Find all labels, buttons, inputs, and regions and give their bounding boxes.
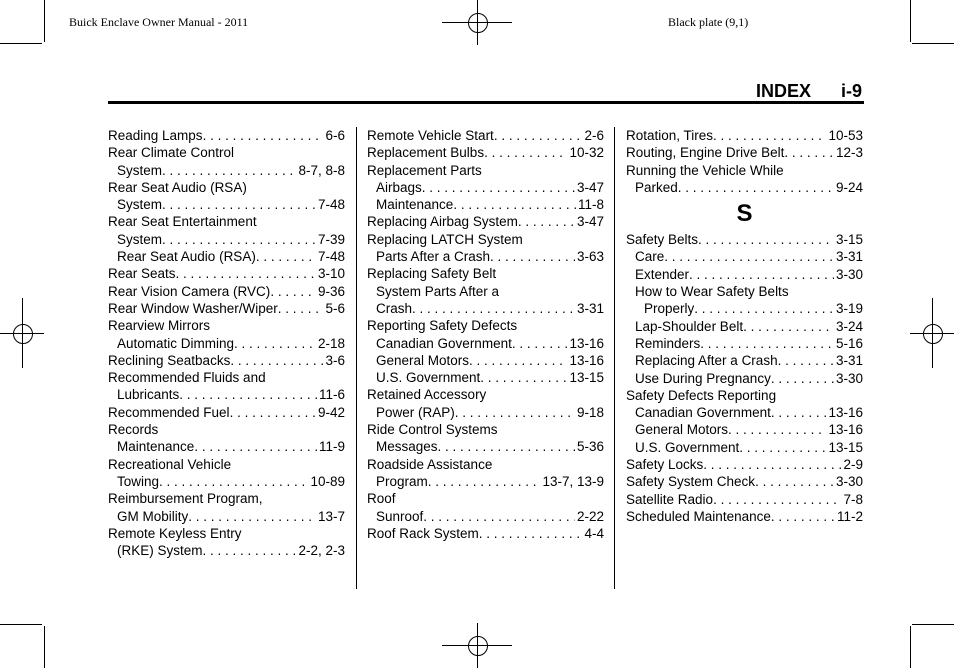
index-entry xyxy=(108,144,345,161)
index-entry xyxy=(367,525,604,542)
index-entry xyxy=(108,283,345,300)
registration-mark xyxy=(13,324,33,344)
index-entry-page: 8-7, 8-8 xyxy=(298,162,345,178)
index-entry-text: System xyxy=(117,231,163,247)
dot-leader xyxy=(778,352,834,369)
index-entry-page: 5-6 xyxy=(325,300,345,316)
index-entry-text: Parts After a Crash xyxy=(376,249,491,265)
index-entry xyxy=(626,300,863,317)
index-entry-text: U.S. Government xyxy=(635,439,740,455)
crop-mark xyxy=(910,626,911,668)
dot-leader xyxy=(278,300,324,317)
dot-leader xyxy=(162,162,296,179)
index-entry xyxy=(108,456,345,473)
index-entry xyxy=(367,404,604,421)
crop-mark xyxy=(910,0,911,42)
index-entry-page: 4-4 xyxy=(584,525,604,541)
index-entry-page: 2-18 xyxy=(317,335,345,351)
index-entry xyxy=(367,196,604,213)
index-entry-text: Roof xyxy=(367,491,396,507)
registration-mark xyxy=(468,13,488,33)
page-title: INDEX xyxy=(756,81,812,101)
index-entry xyxy=(367,127,604,144)
crop-mark xyxy=(44,0,45,42)
dot-leader xyxy=(700,335,834,352)
index-entry-page: 7-8 xyxy=(843,491,863,507)
index-entry-text: General Motors xyxy=(635,422,729,438)
index-entry xyxy=(108,248,345,265)
index-entry-text: Recreational Vehicle xyxy=(108,456,232,472)
index-entry-text: Replacement Bulbs xyxy=(367,145,485,161)
index-entry-page: 2-22 xyxy=(576,508,604,524)
index-entry-text: Satellite Radio xyxy=(626,491,714,507)
index-entry xyxy=(367,386,604,403)
index-entry-text: Program xyxy=(376,473,428,489)
index-entry xyxy=(367,231,604,248)
index-entry xyxy=(626,144,863,161)
index-entry xyxy=(626,491,863,508)
index-entry xyxy=(367,300,604,317)
index-entry xyxy=(367,335,604,352)
index-entry xyxy=(108,542,345,559)
index-entry-text: Rear Window Washer/Wiper xyxy=(108,300,278,316)
index-entry-page: 11-9 xyxy=(318,439,345,455)
index-entry-page: 5-16 xyxy=(835,335,863,351)
dot-leader xyxy=(270,283,316,300)
dot-leader xyxy=(176,265,316,282)
index-entry xyxy=(626,387,863,404)
index-entry-text: Messages xyxy=(376,439,438,455)
dot-leader xyxy=(256,248,316,265)
index-entry-text: Sunroof xyxy=(376,508,424,524)
dot-leader xyxy=(678,179,834,196)
index-entry-page: 2-9 xyxy=(843,457,863,473)
index-entry-page: 13-16 xyxy=(569,335,604,351)
dot-leader xyxy=(689,266,834,283)
dot-leader xyxy=(784,144,834,161)
dot-leader xyxy=(698,231,834,248)
index-entry-text: Recommended Fluids and xyxy=(108,370,266,386)
dot-leader xyxy=(159,473,308,490)
index-entry xyxy=(108,162,345,179)
index-entry-page: 6-6 xyxy=(325,128,345,143)
index-entry-page: 13-16 xyxy=(828,422,863,438)
index-entry-text: Safety Locks xyxy=(626,457,704,473)
index-entry xyxy=(108,265,345,282)
index-entry-page: 10-89 xyxy=(310,473,345,489)
index-entry xyxy=(626,231,863,248)
index-entry xyxy=(626,127,863,144)
index-entry-page: 13-7, 13-9 xyxy=(542,473,604,489)
index-entry xyxy=(108,127,345,144)
index-entry-text: Replacing LATCH System xyxy=(367,231,523,247)
index-entry-page: 3-47 xyxy=(576,179,604,195)
dot-leader xyxy=(771,508,835,525)
registration-mark xyxy=(923,324,943,344)
index-entry xyxy=(367,490,604,507)
index-entry xyxy=(626,283,863,300)
index-entry-text: Parked xyxy=(635,179,678,195)
running-header-left: Buick Enclave Owner Manual - 2011 xyxy=(69,15,249,29)
index-entry xyxy=(626,439,863,456)
index-entry-page: 3-30 xyxy=(835,474,863,490)
dot-leader xyxy=(194,438,317,455)
index-entry-page: 10-32 xyxy=(569,145,604,161)
dot-leader xyxy=(664,248,834,265)
index-entry-text: Records xyxy=(108,422,159,438)
index-entry xyxy=(367,369,604,386)
index-entry xyxy=(108,335,345,352)
crop-mark xyxy=(912,624,954,625)
index-entry xyxy=(108,421,345,438)
index-entry-text: Rear Climate Control xyxy=(108,145,235,161)
index-entry xyxy=(626,456,863,473)
index-entry-text: Extender xyxy=(635,266,690,282)
index-entry xyxy=(108,196,345,213)
dot-leader xyxy=(162,196,316,213)
index-entry-text: Scheduled Maintenance xyxy=(626,508,771,524)
index-entry xyxy=(367,144,604,161)
dot-leader xyxy=(422,179,575,196)
dot-leader xyxy=(428,473,541,490)
index-entry xyxy=(367,352,604,369)
index-entry-page: 3-15 xyxy=(835,232,863,248)
index-entry-text: Maintenance xyxy=(117,439,195,455)
index-entry-text: Reporting Safety Defects xyxy=(367,318,518,334)
index-entry xyxy=(108,300,345,317)
index-entry-text: Canadian Government xyxy=(376,335,512,351)
dot-leader xyxy=(179,386,317,403)
index-entry-text: Rear Seat Audio (RSA) xyxy=(117,249,256,265)
index-entry-page: 2-2, 2-3 xyxy=(298,543,345,559)
index-entry xyxy=(626,179,863,196)
index-entry xyxy=(108,386,345,403)
index-entry xyxy=(367,283,604,300)
index-entry xyxy=(367,438,604,455)
index-entry xyxy=(367,213,604,230)
index-entry-text: Rotation, Tires xyxy=(626,128,714,143)
index-entry xyxy=(626,404,863,421)
index-entry-text: Automatic Dimming xyxy=(117,335,235,351)
index-column-3 xyxy=(626,127,863,525)
index-entry-text: Lap-Shoulder Belt xyxy=(635,318,744,334)
index-entry xyxy=(626,473,863,490)
index-entry-text: Routing, Engine Drive Belt xyxy=(626,145,785,161)
section-letter: S xyxy=(736,200,753,228)
crop-mark xyxy=(912,43,954,44)
index-entry-page: 3-19 xyxy=(835,301,863,317)
index-entry-text: Replacing Airbag System xyxy=(367,214,518,230)
index-entry-page: 9-18 xyxy=(576,404,604,420)
index-entry xyxy=(367,508,604,525)
index-entry-text: Use During Pregnancy xyxy=(635,370,771,386)
index-entry-page: 3-30 xyxy=(835,266,863,282)
column-divider xyxy=(614,127,615,589)
index-entry xyxy=(367,456,604,473)
dot-leader xyxy=(771,370,834,387)
dot-leader xyxy=(230,404,316,421)
dot-leader xyxy=(455,404,575,421)
index-entry xyxy=(367,179,604,196)
index-entry-text: Safety Belts xyxy=(626,232,699,248)
index-entry-text: Maintenance xyxy=(376,197,454,213)
index-entry-text: GM Mobility xyxy=(117,508,189,524)
index-entry-page: 13-16 xyxy=(828,405,863,421)
page-number: i-9 xyxy=(841,81,863,101)
index-entry-text: Canadian Government xyxy=(635,405,771,421)
dot-leader xyxy=(755,473,834,490)
index-entry-text: Reimbursement Program, xyxy=(108,491,263,507)
index-entry-page: 13-15 xyxy=(828,439,863,455)
index-entry xyxy=(626,421,863,438)
index-entry-page: 13-15 xyxy=(569,370,604,386)
index-entry-page: 7-39 xyxy=(317,231,345,247)
index-entry-text: How to Wear Safety Belts xyxy=(635,284,789,300)
index-entry-page: 3-31 xyxy=(835,353,863,369)
dot-leader xyxy=(479,525,583,542)
index-entry-text: Airbags xyxy=(376,179,422,195)
column-divider xyxy=(356,127,357,589)
index-entry xyxy=(367,248,604,265)
index-entry-text: Reminders xyxy=(635,335,701,351)
index-entry-text: Remote Keyless Entry xyxy=(108,525,242,541)
index-entry-page: 13-16 xyxy=(569,352,604,368)
dot-leader xyxy=(512,335,568,352)
index-entry xyxy=(626,266,863,283)
index-entry-page: 11-2 xyxy=(836,508,863,524)
index-entry xyxy=(367,265,604,282)
index-column-2 xyxy=(367,127,604,542)
index-entry-page: 9-36 xyxy=(317,283,345,299)
index-entry-text: Care xyxy=(635,249,665,265)
registration-mark xyxy=(468,636,488,656)
index-entry xyxy=(108,490,345,507)
dot-leader xyxy=(518,213,575,230)
dot-leader xyxy=(743,318,834,335)
index-entry-text: Power (RAP) xyxy=(376,404,455,420)
index-entry-text: Recommended Fuel xyxy=(108,404,230,420)
index-entry xyxy=(367,162,604,179)
index-entry-page: 3-10 xyxy=(317,266,345,282)
index-entry-page: 9-24 xyxy=(835,179,863,195)
dot-leader xyxy=(230,352,323,369)
dot-leader xyxy=(469,352,567,369)
index-entry xyxy=(108,369,345,386)
dot-leader xyxy=(162,231,316,248)
index-entry xyxy=(108,438,345,455)
index-entry-text: (RKE) System xyxy=(117,543,203,559)
dot-leader xyxy=(484,144,567,161)
index-entry-page: 3-31 xyxy=(576,300,604,316)
index-entry-text: Towing xyxy=(117,473,160,489)
index-entry-text: Safety System Check xyxy=(626,474,756,490)
index-entry-text: Replacement Parts xyxy=(367,162,482,178)
header-rule xyxy=(108,101,864,104)
dot-leader xyxy=(494,127,583,144)
index-entry-text: Rear Vision Camera (RVC) xyxy=(108,283,271,299)
index-entry-page: 5-36 xyxy=(576,439,604,455)
index-entry xyxy=(108,352,345,369)
index-entry-page: 13-7 xyxy=(317,508,345,524)
index-entry-page: 11-6 xyxy=(318,387,345,403)
index-entry-text: System Parts After a xyxy=(376,283,500,299)
dot-leader xyxy=(423,508,575,525)
dot-leader xyxy=(203,127,324,144)
index-entry-page: 3-6 xyxy=(325,352,345,368)
index-entry-text: Rear Seats xyxy=(108,266,176,282)
index-entry xyxy=(108,231,345,248)
index-entry-page: 12-3 xyxy=(835,145,863,161)
index-entry-page: 3-63 xyxy=(576,249,604,265)
index-entry-text: Roadside Assistance xyxy=(367,456,493,472)
index-entry-text: System xyxy=(117,197,163,213)
dot-leader xyxy=(490,248,575,265)
dot-leader xyxy=(234,335,316,352)
index-entry-text: Reclining Seatbacks xyxy=(108,352,231,368)
index-entry xyxy=(108,473,345,490)
index-entry xyxy=(108,404,345,421)
index-entry-text: Safety Defects Reporting xyxy=(626,387,777,403)
index-entry xyxy=(367,473,604,490)
index-entry-text: Properly xyxy=(644,301,695,317)
index-entry-text: Rear Seat Audio (RSA) xyxy=(108,179,247,195)
index-entry-text: Running the Vehicle While xyxy=(626,162,784,178)
dot-leader xyxy=(203,542,297,559)
index-entry-text: Retained Accessory xyxy=(367,387,487,403)
index-entry-text: Replacing Safety Belt xyxy=(367,266,497,282)
running-header-right: Black plate (9,1) xyxy=(668,15,749,29)
dot-leader xyxy=(694,300,834,317)
index-column-1 xyxy=(108,127,345,559)
index-entry xyxy=(626,162,863,179)
crop-mark xyxy=(0,43,42,44)
index-entry xyxy=(367,421,604,438)
index-entry xyxy=(108,508,345,525)
dot-leader xyxy=(739,439,826,456)
index-entry-page: 10-53 xyxy=(828,128,863,143)
index-entry-text: Lubricants xyxy=(117,387,180,403)
index-entry-page: 3-30 xyxy=(835,370,863,386)
index-entry xyxy=(626,370,863,387)
dot-leader xyxy=(438,438,575,455)
dot-leader xyxy=(453,196,576,213)
index-entry-text: General Motors xyxy=(376,352,470,368)
index-entry-text: Reading Lamps xyxy=(108,128,203,143)
crop-mark xyxy=(0,624,42,625)
index-entry-page: 11-8 xyxy=(577,197,604,213)
index-entry-text: Ride Control Systems xyxy=(367,422,498,438)
index-entry-page: 9-42 xyxy=(317,404,345,420)
index-entry-text: Roof Rack System xyxy=(367,525,479,541)
dot-leader xyxy=(703,456,841,473)
dot-leader xyxy=(713,127,826,144)
index-entry-text: Rearview Mirrors xyxy=(108,318,211,334)
index-entry-page: 7-48 xyxy=(317,197,345,213)
dot-leader xyxy=(771,404,827,421)
index-entry-page: 3-47 xyxy=(576,214,604,230)
index-entry-text: U.S. Government xyxy=(376,370,481,386)
index-entry-text: Rear Seat Entertainment xyxy=(108,214,257,230)
index-entry xyxy=(626,352,863,369)
index-entry-text: System xyxy=(117,162,163,178)
index-entry xyxy=(108,317,345,334)
index-entry-text: Replacing After a Crash xyxy=(635,353,778,369)
dot-leader xyxy=(728,421,826,438)
dot-leader xyxy=(713,491,841,508)
index-entry xyxy=(108,213,345,230)
index-entry-text: Remote Vehicle Start xyxy=(367,128,494,143)
crop-mark xyxy=(44,626,45,668)
index-entry xyxy=(108,525,345,542)
dot-leader xyxy=(480,369,567,386)
index-entry xyxy=(367,317,604,334)
index-entry-page: 3-24 xyxy=(835,318,863,334)
index-entry xyxy=(626,318,863,335)
index-entry-page: 3-31 xyxy=(835,249,863,265)
index-entry xyxy=(626,335,863,352)
index-entry xyxy=(626,508,863,525)
dot-leader xyxy=(412,300,575,317)
index-entry xyxy=(108,179,345,196)
dot-leader xyxy=(188,508,316,525)
index-entry xyxy=(626,248,863,265)
index-entry-page: 7-48 xyxy=(317,249,345,265)
index-entry-page: 2-6 xyxy=(584,128,604,143)
index-entry-text: Crash xyxy=(376,300,413,316)
